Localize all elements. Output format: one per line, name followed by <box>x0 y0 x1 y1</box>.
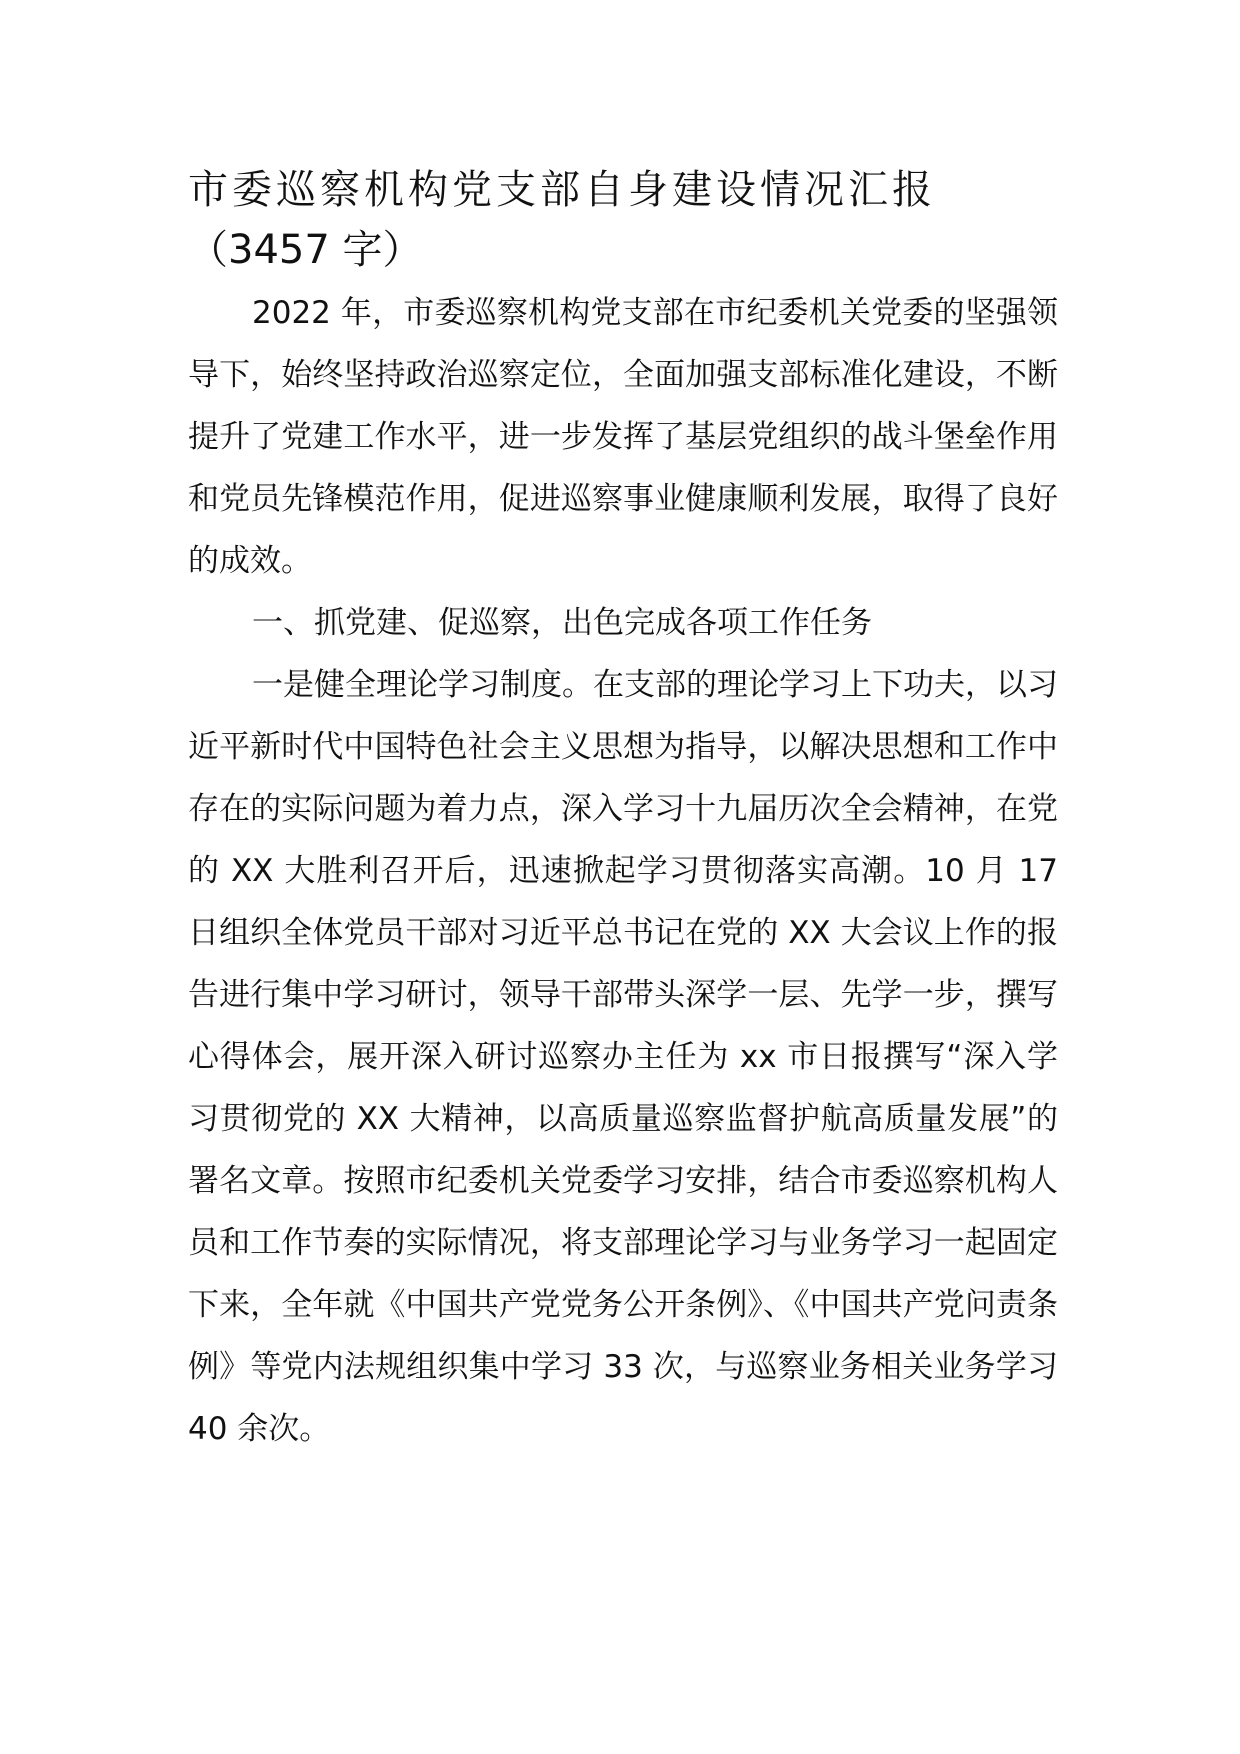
intro-paragraph: 2022 年，市委巡察机构党支部在市纪委机关党委的坚强领导下，始终坚持政治巡察定位，全面加强支部标准化建设，不断提升了党建工作水平，进一步发挥了基层党组织的战斗堡垒作用和党员先锋模范作用，促进巡察事业健康顺利发展，取得了良好的成效。 <box>188 295 1058 579</box>
document-page <box>188 160 1058 1460</box>
document-title: 市委巡察机构党支部自身建设情况汇报 <box>188 167 936 213</box>
document-word-count: （3457 字） <box>188 227 423 273</box>
section-1-heading: 一、抓党建、促巡察，出色完成各项工作任务 <box>252 605 872 641</box>
section-1-paragraph-1: 一是健全理论学习制度。在支部的理论学习上下功夫，以习近平新时代中国特色社会主义思想为指导，以解决思想和工作中存在的实际问题为着力点，深入学习十九届历次全会精神，在党的 XX 大胜利召开后，迅速掀起学习贯彻落实高潮。10 月 17 日组织全体党员干部对习近平总书记在党的 XX 大会议上作的报告进行集中学习研讨，领导干部带头深学一层、先学一步，撰写心得体会，展开深入研讨巡察办主任为 xx 市日报撰写“深入学习贯彻党的 XX 大精神，以高质量巡察监督护航高质量发展”的署名文章。按照市纪委机关党委学习安排，结合市委巡察机构人员和工作节奏的实际情况，将支部理论学习与业务学习一起固定下来，全年就《中国共产党党务公开条例》、《中国共产党问责条例》等党内法规组织集中学习 33 次，与巡察业务相关业务学习 40 余次。 <box>188 667 1058 1447</box>
